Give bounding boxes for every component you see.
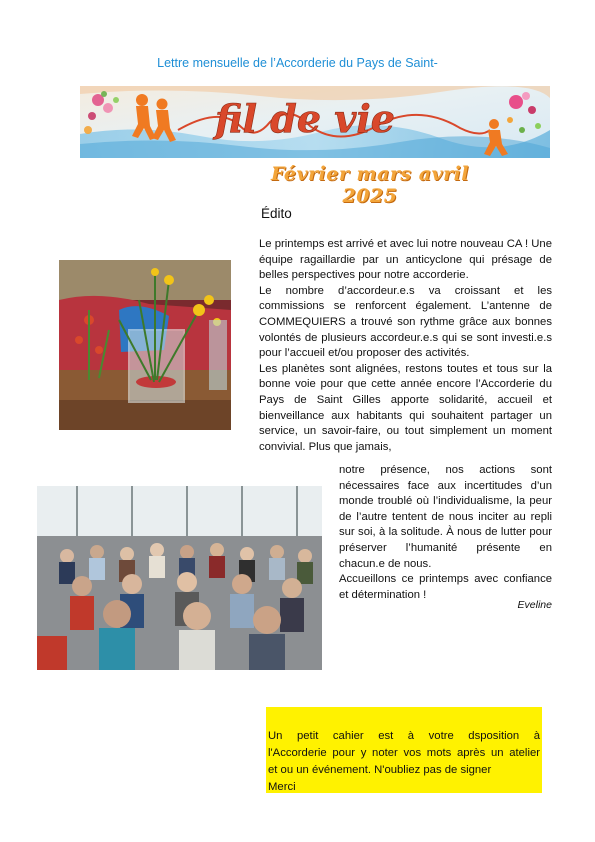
note-callout-text	[268, 728, 540, 796]
note-line: et ou un événement. N'oubliez pas de signer	[268, 764, 492, 776]
note-line: Un petit cahier est à votre dsposition à	[268, 730, 540, 742]
fil-de-vie-banner	[80, 86, 550, 158]
edito-text-column-2	[339, 463, 552, 603]
edito-paragraph: Accueillons ce printemps avec confiance et détermination !	[339, 573, 552, 601]
general-assembly-photo	[37, 486, 322, 670]
logo-text: fil de vie	[215, 96, 395, 141]
newsletter-header-line: Lettre mensuelle de l’Accorderie du Pays de Saint-	[157, 56, 438, 70]
note-line: l'Accorderie pour y noter vos mots après un atelier	[268, 747, 540, 759]
issue-date: Février mars avril 2025	[270, 163, 470, 207]
note-line: Merci	[268, 781, 296, 793]
edito-heading: Édito	[261, 206, 292, 221]
edito-paragraph: Les planètes sont alignées, restons toutes et tous sur la bonne voie pour que cette année encore l’Accorderie du Pays de Saint Gilles apporte solidarité, accueil et bienveillance aux habitants qui souhaitent partager un service, un savoir-faire, ou tout simplement un moment convivial. Plus que jamais,	[259, 362, 552, 453]
edito-paragraph: Le nombre d’accordeur.e.s va croissant et les commissions se renforcent également. L’antenne de COMMEQUIERS a trouvé son rythme grâce aux bonnes volontés de plusieurs accordeur.e.s qui se sont investi.e.s pour l’accueil et/ou proposer des activités.	[259, 284, 552, 360]
edito-paragraph: notre présence, nos actions sont nécessaires face aux incertitudes d’un monde troublé où l’individualisme, la peur de l’autre tentent de nous inciter au repli sur soi, à la solitude. À nous de lutter pour préserver l’humanité présente en chacun.e de nous.	[339, 464, 552, 570]
edito-text-column-1	[259, 237, 552, 455]
flower-vase-photo	[59, 260, 231, 430]
edito-paragraph: Le printemps est arrivé et avec lui notre nouveau CA ! Une équipe ragaillardie par un anticyclone qui présage de belles perspectives pour notre accorderie.	[259, 238, 552, 282]
edito-signature: Eveline	[517, 599, 552, 611]
